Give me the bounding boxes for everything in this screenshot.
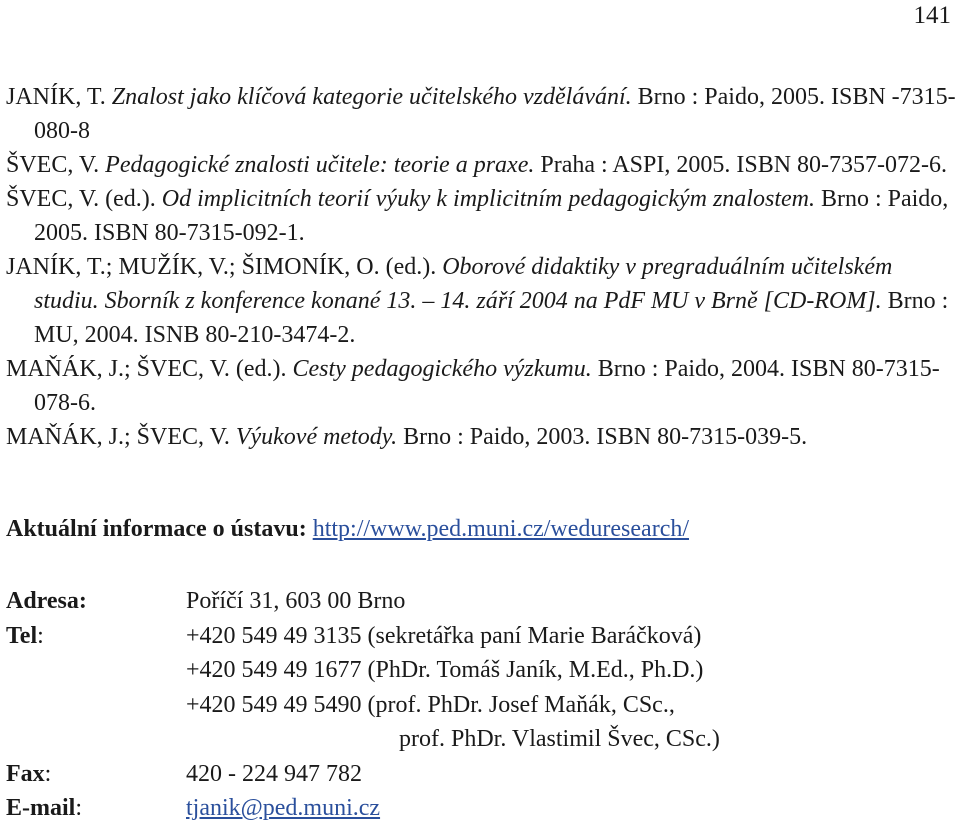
address-label: Adresa: (6, 588, 87, 614)
tel-row (6, 619, 956, 654)
address-row (6, 584, 956, 619)
reference-title: Od implicitních teorií výuky k implicitním pedagogickým znalostem. (161, 186, 815, 212)
reference-authors: JANÍK, T. (6, 84, 112, 110)
department-info-label: Aktuální informace o ústavu: (6, 516, 307, 542)
reference-item (6, 420, 956, 454)
department-info (6, 516, 689, 543)
reference-authors: MAŇÁK, J.; ŠVEC, V. (ed.). (6, 356, 293, 382)
department-website-link[interactable]: http://www.ped.muni.cz/weduresearch/ (312, 516, 690, 542)
reference-publication: Brno : Paido, 2005. ISBN -7315-080-8 (34, 84, 956, 144)
reference-authors: ŠVEC, V. (6, 152, 106, 178)
tel-value: +420 549 49 1677 (PhDr. Tomáš Janík, M.Ed., Ph.D.) (186, 657, 704, 683)
reference-authors: MAŇÁK, J.; ŠVEC, V. (6, 424, 236, 450)
tel-value: prof. PhDr. Vlastimil Švec, CSc.) (399, 726, 720, 752)
reference-authors: JANÍK, T.; MUŽÍK, V.; ŠIMONÍK, O. (ed.). (6, 254, 443, 280)
reference-item (6, 148, 956, 182)
fax-row (6, 757, 956, 792)
tel-row (6, 653, 956, 688)
tel-value: +420 549 49 5490 (prof. PhDr. Josef Maňák, CSc., (186, 691, 675, 718)
reference-publication: Brno : Paido, 2004. ISBN 80-7315-078-6. (34, 356, 940, 416)
tel-row (6, 688, 956, 723)
email-label: E-mail: (6, 795, 82, 821)
reference-publication: Brno : Paido, 2005. ISBN 80-7315-092-1. (34, 186, 949, 246)
reference-publication: Brno : MU, 2004. ISNB 80-210-3474-2. (34, 288, 949, 348)
reference-item (6, 182, 956, 250)
reference-list (6, 80, 956, 454)
reference-title: Znalost jako klíčová kategorie učitelského vzdělávání. (111, 84, 632, 110)
tel-label: Tel: (6, 622, 44, 649)
reference-authors: ŠVEC, V. (ed.). (6, 186, 162, 212)
reference-item (6, 80, 956, 148)
address-value: Poříčí 31, 603 00 Brno (186, 588, 406, 614)
email-row (6, 791, 956, 826)
email-link[interactable]: tjanik@ped.muni.cz (186, 795, 381, 821)
reference-item (6, 352, 956, 420)
reference-item (6, 250, 956, 352)
reference-title: Výukové metody. (235, 424, 398, 450)
reference-publication: Praha : ASPI, 2005. ISBN 80-7357-072-6. (534, 152, 948, 178)
tel-value: +420 549 49 3135 (sekretářka paní Marie Baráčková) (186, 622, 702, 649)
page-number: 141 (913, 2, 951, 29)
reference-title: Pedagogické znalosti učitele: teorie a praxe. (105, 152, 535, 178)
reference-title: Cesty pedagogického výzkumu. (292, 356, 592, 382)
contact-block (6, 584, 956, 826)
reference-publication: Brno : Paido, 2003. ISBN 80-7315-039-5. (397, 424, 808, 450)
reference-title: Oborové didaktiky v pregraduálním učitelském studiu. Sborník z konference konané 13. – 14. září 2004 na PdF MU v Brně [CD-ROM]. (34, 254, 893, 314)
fax-label: Fax: (6, 760, 52, 787)
tel-row (6, 722, 956, 757)
fax-value: 420 - 224 947 782 (186, 760, 362, 787)
